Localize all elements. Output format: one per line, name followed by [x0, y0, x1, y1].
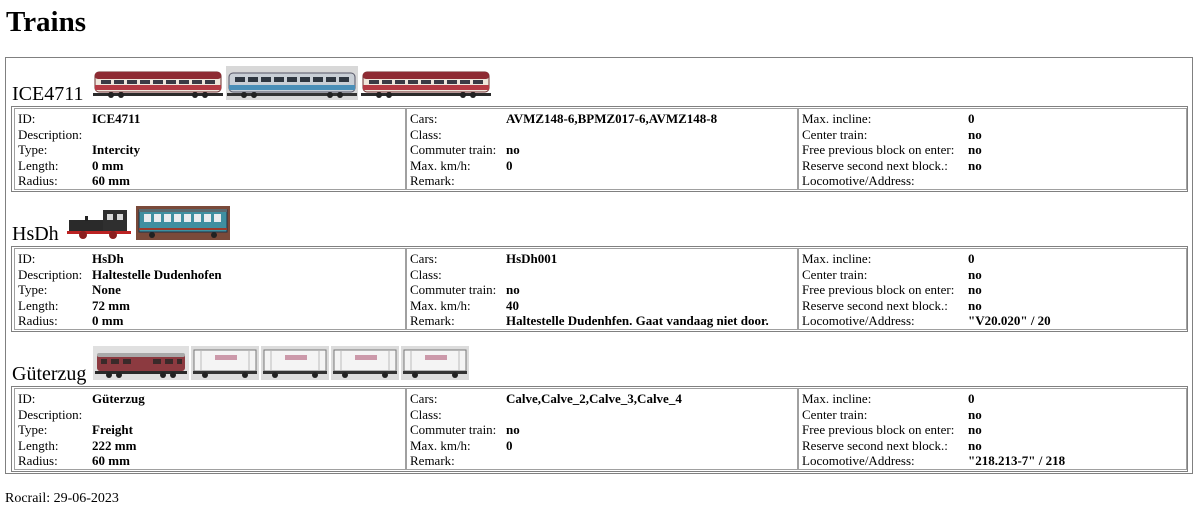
id-value: ICE4711 — [92, 111, 141, 126]
train-ice4711 — [6, 61, 1192, 201]
commuter-value: no — [506, 422, 520, 437]
free-previous-value: no — [968, 282, 982, 297]
center-train-label: Center train: — [802, 406, 868, 422]
commuter-label: Commuter train: — [410, 142, 497, 157]
max-incline-value: 0 — [968, 251, 975, 266]
cars-value: Calve,Calve_2,Calve_3,Calve_4 — [506, 391, 682, 406]
reserve-second-label: Reserve second next block.: — [802, 157, 948, 173]
ice-coach-red-cream-image — [93, 66, 223, 100]
length-label: Length: — [18, 437, 59, 453]
type-value: Freight — [92, 422, 133, 437]
type-value: None — [92, 282, 121, 297]
id-value: HsDh — [92, 251, 124, 266]
reserve-second-value: no — [968, 157, 982, 173]
ice-coach-red-cream-image — [361, 66, 491, 100]
max-incline-label: Max. incline: — [802, 251, 872, 266]
blue-passenger-coach-image — [136, 206, 230, 240]
train-hsdh — [6, 201, 1192, 341]
max-incline-value: 0 — [968, 391, 975, 406]
commuter-value: no — [506, 282, 520, 297]
train-header — [12, 61, 1182, 105]
diesel-shunter-locomotive-image — [67, 206, 133, 240]
id-label: ID: — [18, 251, 36, 266]
center-train-value: no — [968, 406, 982, 422]
train-header — [12, 341, 1182, 385]
commuter-label: Commuter train: — [410, 422, 497, 437]
remark-label: Remark: — [410, 453, 455, 468]
train-consist-images — [93, 346, 469, 380]
details-cars — [406, 388, 798, 470]
remark-label: Remark: — [410, 173, 455, 188]
free-previous-label: Free previous block on enter: — [802, 142, 955, 157]
length-value: 222 mm — [92, 437, 137, 453]
center-train-label: Center train: — [802, 126, 868, 142]
length-label: Length: — [18, 157, 59, 173]
train-name: Güterzug — [12, 363, 87, 385]
details-cars — [406, 108, 798, 190]
cars-label: Cars: — [410, 391, 438, 406]
max-kmh-label: Max. km/h: — [410, 297, 471, 313]
reserve-second-value: no — [968, 437, 982, 453]
type-label: Type: — [18, 142, 48, 157]
ice-coach-blue-grey-image — [226, 66, 358, 100]
description-label: Description: — [18, 406, 83, 422]
id-label: ID: — [18, 391, 36, 406]
description-value: Haltestelle Dudenhofen — [92, 266, 222, 282]
loco-address-label: Locomotive/Address: — [802, 173, 915, 188]
length-value: 72 mm — [92, 297, 130, 313]
commuter-value: no — [506, 142, 520, 157]
white-freight-wagon-image — [261, 346, 329, 380]
description-label: Description: — [18, 266, 83, 282]
center-train-value: no — [968, 266, 982, 282]
free-previous-value: no — [968, 142, 982, 157]
id-label: ID: — [18, 111, 36, 126]
white-freight-wagon-image — [401, 346, 469, 380]
class-label: Class: — [410, 406, 442, 422]
train-header — [12, 201, 1182, 245]
train-details — [11, 386, 1188, 472]
details-general — [14, 248, 406, 330]
remark-label: Remark: — [410, 313, 455, 328]
train-name: HsDh — [12, 223, 59, 245]
train-consist-images — [67, 206, 230, 240]
class-label: Class: — [410, 126, 442, 142]
details-cars — [406, 248, 798, 330]
id-value: Güterzug — [92, 391, 145, 406]
reserve-second-label: Reserve second next block.: — [802, 297, 948, 313]
reserve-second-value: no — [968, 297, 982, 313]
max-incline-label: Max. incline: — [802, 391, 872, 406]
center-train-label: Center train: — [802, 266, 868, 282]
max-kmh-value: 0 — [506, 157, 513, 173]
loco-address-label: Locomotive/Address: — [802, 453, 915, 468]
cars-value: HsDh001 — [506, 251, 558, 266]
class-label: Class: — [410, 266, 442, 282]
commuter-label: Commuter train: — [410, 282, 497, 297]
radius-value: 60 mm — [92, 453, 130, 468]
radius-label: Radius: — [18, 313, 58, 328]
train-details — [11, 246, 1188, 332]
reserve-second-label: Reserve second next block.: — [802, 437, 948, 453]
cars-value: AVMZ148-6,BPMZ017-6,AVMZ148-8 — [506, 111, 718, 126]
max-incline-value: 0 — [968, 111, 975, 126]
description-label: Description: — [18, 126, 83, 142]
cars-label: Cars: — [410, 251, 438, 266]
page-title: Trains — [6, 6, 87, 38]
cars-label: Cars: — [410, 111, 438, 126]
free-previous-value: no — [968, 422, 982, 437]
free-previous-label: Free previous block on enter: — [802, 282, 955, 297]
remark-value: Haltestelle Dudenhfen. Gaat vandaag niet door. — [506, 313, 769, 328]
details-operation — [798, 108, 1187, 190]
loco-address-value: "V20.020" / 20 — [968, 313, 1051, 328]
free-previous-label: Free previous block on enter: — [802, 422, 955, 437]
max-kmh-label: Max. km/h: — [410, 437, 471, 453]
radius-label: Radius: — [18, 453, 58, 468]
details-general — [14, 108, 406, 190]
radius-label: Radius: — [18, 173, 58, 188]
max-kmh-value: 0 — [506, 437, 513, 453]
length-label: Length: — [18, 297, 59, 313]
length-value: 0 mm — [92, 157, 124, 173]
train-guterzug — [6, 341, 1192, 481]
train-details — [11, 106, 1188, 192]
type-label: Type: — [18, 422, 48, 437]
radius-value: 60 mm — [92, 173, 130, 188]
center-train-value: no — [968, 126, 982, 142]
details-operation — [798, 248, 1187, 330]
details-operation — [798, 388, 1187, 470]
train-consist-images — [93, 66, 491, 100]
loco-address-label: Locomotive/Address: — [802, 313, 915, 328]
loco-address-value: "218.213-7" / 218 — [968, 453, 1066, 468]
train-name: ICE4711 — [12, 83, 84, 105]
footer-date: Rocrail: 29-06-2023 — [5, 491, 119, 506]
type-value: Intercity — [92, 142, 141, 157]
max-kmh-label: Max. km/h: — [410, 157, 471, 173]
type-label: Type: — [18, 282, 48, 297]
radius-value: 0 mm — [92, 313, 124, 328]
trains-table — [5, 57, 1193, 474]
red-diesel-locomotive-image — [93, 346, 189, 380]
white-freight-wagon-image — [331, 346, 399, 380]
details-general — [14, 388, 406, 470]
max-incline-label: Max. incline: — [802, 111, 872, 126]
max-kmh-value: 40 — [506, 297, 519, 313]
white-freight-wagon-image — [191, 346, 259, 380]
